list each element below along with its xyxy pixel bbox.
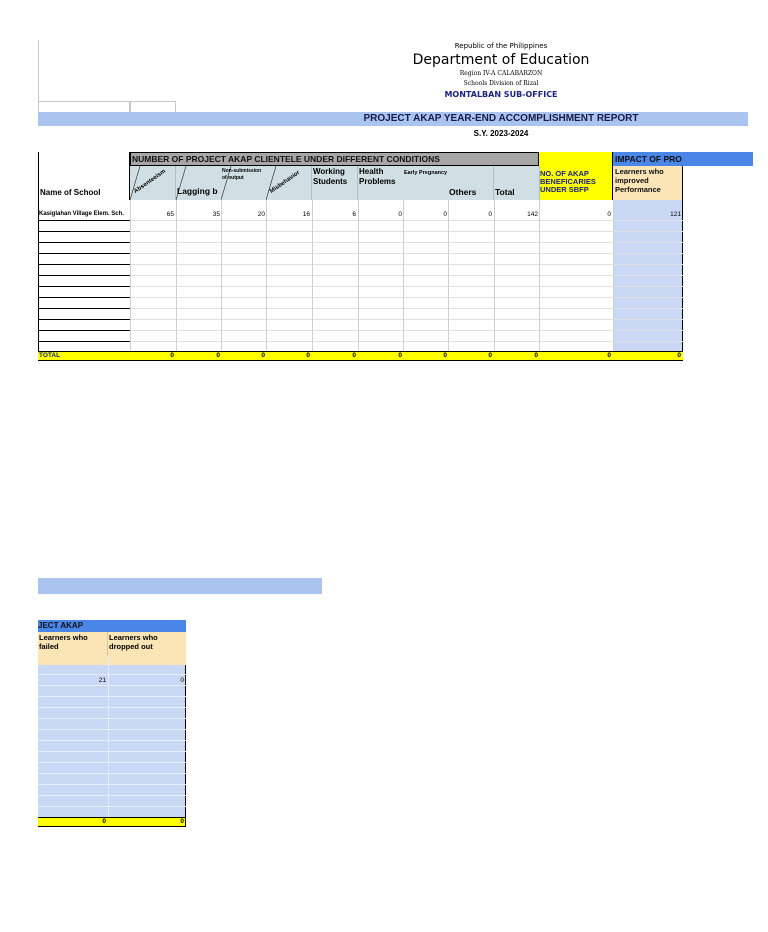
republic-text: Republic of the Philippines — [454, 42, 548, 50]
condition-column-header — [130, 166, 176, 200]
grid-line — [130, 220, 683, 221]
row-divider — [38, 308, 130, 309]
name-of-school-header: Name of School — [38, 152, 130, 200]
condition-column-header — [312, 166, 358, 200]
total-value-cell: 0 — [443, 352, 447, 359]
grid-line — [130, 297, 683, 298]
sbfp-total-cell: 0 — [607, 352, 611, 359]
condition-column-header — [403, 166, 449, 200]
row-divider — [38, 319, 130, 320]
continuation-header: JECT AKAP — [38, 620, 186, 632]
row-divider — [38, 297, 130, 298]
continuation-strip — [38, 656, 186, 665]
division-text: Schools Division of Rizal — [463, 80, 539, 87]
department-title: Department of Education — [412, 52, 590, 68]
grid-line — [38, 696, 186, 697]
grid-line — [130, 319, 683, 320]
condition-column-label: Lagging b — [177, 186, 218, 196]
continuation-band — [38, 578, 322, 594]
improved-total-cell: 0 — [677, 352, 681, 359]
condition-column-header — [358, 166, 404, 200]
condition-column-label: Misbehavior — [269, 169, 302, 195]
condition-column-header — [266, 166, 312, 200]
condition-column-label: Others — [449, 187, 477, 197]
learners-dropped-total: 0 — [180, 818, 184, 825]
condition-value-cell: 16 — [302, 211, 310, 218]
grid-line — [494, 200, 495, 351]
total-label: TOTAL — [39, 352, 61, 359]
condition-value-cell: 6 — [352, 211, 356, 218]
header-border-line — [38, 40, 39, 102]
improved-performance-header: Learners who improved Performance — [613, 166, 683, 200]
learners-failed-total: 0 — [102, 818, 106, 825]
grid-line — [38, 773, 186, 774]
condition-column-label: Health Problems — [359, 167, 396, 186]
condition-value-cell: 0 — [488, 211, 492, 218]
condition-column-label: Working Students — [313, 167, 348, 186]
grid-line — [130, 242, 683, 243]
total-value-cell: 0 — [398, 352, 402, 359]
total-value-cell: 0 — [534, 352, 538, 359]
sbfp-header: NO. OF AKAP BENEFICARIES UNDER SBFP — [539, 152, 613, 200]
grid-line — [448, 200, 449, 351]
total-value-cell: 0 — [488, 352, 492, 359]
row-divider — [38, 220, 130, 221]
conditions-header: NUMBER OF PROJECT AKAP CLIENTELE UNDER DIFFERENT CONDITIONS — [130, 152, 539, 166]
row-divider — [38, 341, 130, 342]
learners-failed-value: 21 — [98, 677, 106, 684]
grid-line — [130, 330, 683, 331]
grid-line — [38, 729, 186, 730]
total-value-cell: 0 — [216, 352, 220, 359]
table-left-border — [38, 200, 39, 351]
impact-header: IMPACT OF PRO — [613, 152, 753, 166]
grid-line — [38, 685, 186, 686]
row-divider — [38, 264, 130, 265]
grid-line — [38, 784, 186, 785]
grid-line — [312, 200, 313, 351]
grid-line — [539, 200, 540, 351]
grid-line — [176, 200, 177, 351]
condition-column-header — [494, 166, 540, 200]
school-name-cell: Kasiglahan Village Elem. Sch. — [39, 211, 124, 217]
learners-failed-header: Learners who failed — [38, 632, 108, 656]
condition-column-label: Early Pregnancy — [404, 170, 448, 176]
row-divider — [38, 330, 130, 331]
grid-line — [38, 740, 186, 741]
grid-line — [130, 253, 683, 254]
grid-line — [130, 308, 683, 309]
grid-line — [130, 231, 683, 232]
condition-column-label: Non-submission of output — [222, 168, 262, 181]
grid-line — [38, 795, 186, 796]
condition-value-cell: 142 — [527, 211, 538, 218]
grid-line — [403, 200, 404, 351]
grid-line — [130, 264, 683, 265]
condition-column-label: Total — [495, 187, 515, 197]
grid-line — [38, 707, 186, 708]
condition-column-header — [221, 166, 267, 200]
row-divider — [38, 242, 130, 243]
total-value-cell: 0 — [170, 352, 174, 359]
office-text: MONTALBAN SUB-OFFICE — [444, 90, 558, 99]
grid-line — [221, 200, 222, 351]
grid-line — [266, 200, 267, 351]
school-year: S.Y. 2023-2024 — [473, 129, 529, 138]
row-divider — [38, 286, 130, 287]
condition-value-cell: 20 — [257, 211, 265, 218]
grid-line — [38, 751, 186, 752]
grid-line — [130, 275, 683, 276]
condition-value-cell: 65 — [166, 211, 174, 218]
row-divider — [38, 253, 130, 254]
sbfp-value-cell: 0 — [607, 211, 611, 218]
condition-column-header — [448, 166, 494, 200]
condition-value-cell: 0 — [398, 211, 402, 218]
improved-value-cell: 121 — [670, 211, 681, 218]
total-value-cell: 0 — [306, 352, 310, 359]
condition-value-cell: 0 — [443, 211, 447, 218]
total-value-cell: 0 — [352, 352, 356, 359]
learners-dropped-header: Learners who dropped out — [108, 632, 186, 656]
report-title: PROJECT AKAP YEAR-END ACCOMPLISHMENT REPORT — [363, 113, 639, 124]
learners-dropped-value: 0 — [180, 677, 184, 684]
grid-line — [613, 200, 614, 351]
row-divider — [38, 275, 130, 276]
region-text: Region IV-A CALABARZON — [459, 70, 543, 77]
condition-column-header — [176, 166, 222, 200]
grid-line — [130, 341, 683, 342]
grid-line — [38, 674, 186, 675]
grid-line — [38, 806, 186, 807]
row-divider — [38, 231, 130, 232]
grid-line — [358, 200, 359, 351]
condition-value-cell: 35 — [212, 211, 220, 218]
condition-column-label: Absenteeism — [133, 168, 168, 195]
grid-line — [130, 200, 131, 351]
grid-line — [38, 762, 186, 763]
grid-line — [38, 718, 186, 719]
grid-line — [130, 286, 683, 287]
total-value-cell: 0 — [261, 352, 265, 359]
